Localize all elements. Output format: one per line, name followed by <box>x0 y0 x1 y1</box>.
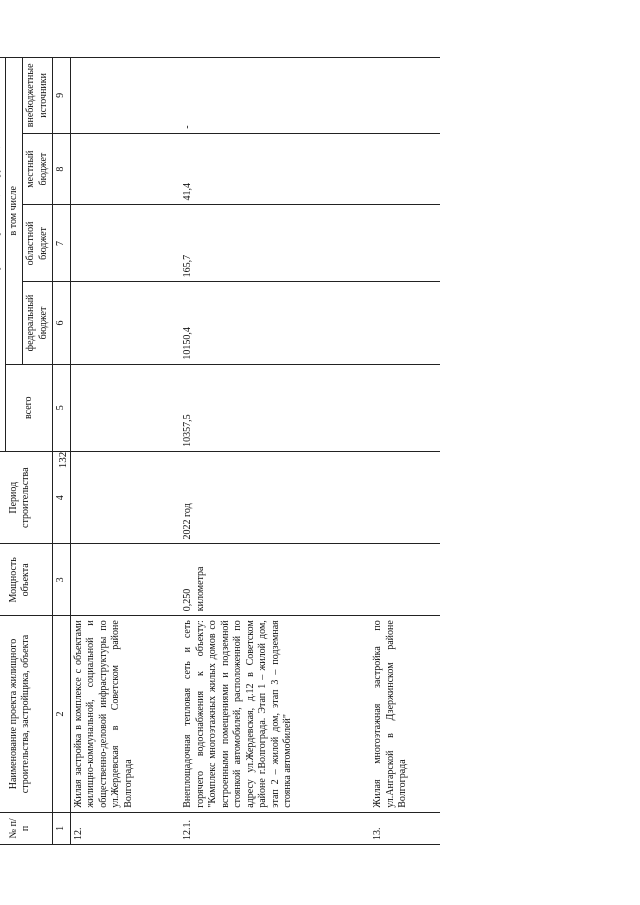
col-number: 3 <box>53 544 71 616</box>
header-name: Наименование проекта жилищного строительства, застройщика, объекта <box>0 616 53 813</box>
row-num: 12.1. <box>180 812 370 844</box>
rotated-page-content <box>5 43 575 853</box>
col-number: 5 <box>53 364 71 451</box>
header-federal: федеральный бюджет <box>23 282 53 364</box>
row-regional <box>370 205 440 282</box>
financing-table <box>0 57 440 845</box>
col-number: 1 <box>53 812 71 844</box>
row-num: 12. <box>70 812 180 844</box>
row-federal: 10150,4 <box>180 282 370 364</box>
row-local <box>370 133 440 205</box>
row-total <box>70 364 180 451</box>
row-name: Жилая застройка в комплексе с объектами жилищно-коммунальной, социальной и общественно-деловой инфраструктуры по ул.Жердевская в Советском районе Волгограда <box>70 616 180 813</box>
row-extra <box>370 58 440 134</box>
header-incl: в том числе <box>5 58 23 365</box>
row-period <box>370 451 440 544</box>
header-period: Период строительства <box>0 451 53 544</box>
table-row <box>370 58 440 845</box>
row-regional: 165,7 <box>180 205 370 282</box>
row-extra <box>70 58 180 134</box>
table-row <box>70 58 180 845</box>
row-total: 10357,5 <box>180 364 370 451</box>
row-period <box>70 451 180 544</box>
row-local: 41,4 <box>180 133 370 205</box>
page-number: 132 <box>57 451 69 469</box>
header-num: № п/п <box>0 812 53 844</box>
row-local <box>70 133 180 205</box>
row-capacity <box>370 544 440 616</box>
header-extra: внебюджетные источники <box>23 58 53 134</box>
col-number: 6 <box>53 282 71 364</box>
col-number: 4 <box>53 451 71 544</box>
header-regional: областной бюджет <box>23 205 53 282</box>
row-num: 13. <box>370 812 440 844</box>
row-regional <box>70 205 180 282</box>
row-total <box>370 364 440 451</box>
row-capacity <box>70 544 180 616</box>
row-period: 2022 год <box>180 451 370 544</box>
header-total: всего <box>5 364 53 451</box>
col-number: 9 <box>53 58 71 134</box>
header-local: местный бюджет <box>23 133 53 205</box>
col-number: 2 <box>53 616 71 813</box>
col-number: 8 <box>53 133 71 205</box>
row-federal <box>70 282 180 364</box>
column-numbers-row <box>53 58 71 845</box>
row-name: Жилая многоэтажная застройка по ул.Ангарской в Дзержинском районе Волгограда <box>370 616 440 813</box>
table-row <box>180 58 370 845</box>
row-capacity: 0,250 километра <box>180 544 370 616</box>
col-number: 7 <box>53 205 71 282</box>
header-capacity: Мощность объекта <box>0 544 53 616</box>
row-federal <box>370 282 440 364</box>
row-name: Внеплощадочная тепловая сеть и сеть горячего водоснабжения к объекту: "Комплекс многоэтажных жилых домов со встроенными помещениями и подземной стоянкой автомобилей, расположенной по адресу ул.Жердевская, д.12 в Советском районе г.Волгограда. Этап 1 – жилой дом, этап 2 – жилой дом, этап 3 – подземная стоянка автомобилей" <box>180 616 370 813</box>
row-extra: - <box>180 58 370 134</box>
